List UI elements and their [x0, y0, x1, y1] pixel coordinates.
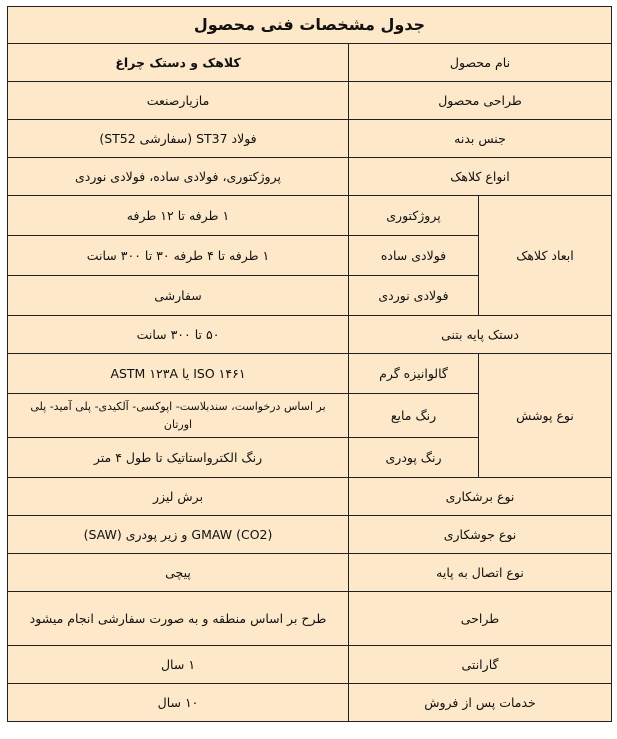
row-value: ۱۰ سال: [8, 684, 349, 722]
row-value: کلاهک و دستک چراغ: [8, 44, 349, 82]
row-label: انواع کلاهک: [349, 158, 612, 196]
table-row: [8, 44, 612, 82]
row-value: برش لیزر: [8, 478, 349, 516]
row-value: سفارشی: [8, 276, 349, 316]
sub-label: فولادی نوردی: [349, 276, 479, 316]
row-label: جنس بدنه: [349, 120, 612, 158]
row-value: ۵۰ تا ۳۰۰ سانت: [8, 316, 349, 354]
table-row: [8, 196, 612, 236]
table-row: [8, 354, 612, 394]
product-spec-table: [7, 6, 612, 722]
table-row: [8, 592, 612, 646]
row-value: طرح بر اساس منطقه و به صورت سفارشی انجام میشود: [8, 592, 349, 646]
sub-label: پروژکتوری: [349, 196, 479, 236]
group-label: ابعاد کلاهک: [479, 196, 612, 316]
row-value: ۱ طرفه تا ۱۲ طرفه: [8, 196, 349, 236]
group-label: نوع پوشش: [479, 354, 612, 478]
row-label: طراحی محصول: [349, 82, 612, 120]
row-value: بر اساس درخواست، سندبلاست- اپوکسی- آلکیدی- پلی آمید- پلی اورتان: [8, 394, 349, 438]
sub-label: رنگ پودری: [349, 438, 479, 478]
table-row: [8, 684, 612, 722]
table-row: [8, 316, 612, 354]
row-value: ۱ طرفه تا ۴ طرفه ۳۰ تا ۳۰۰ سانت: [8, 236, 349, 276]
table-row: [8, 516, 612, 554]
row-label: نوع برشکاری: [349, 478, 612, 516]
sub-label: فولادی ساده: [349, 236, 479, 276]
table-row: [8, 646, 612, 684]
table-row: [8, 82, 612, 120]
row-label: طراحی: [349, 592, 612, 646]
row-value: ISO ۱۴۶۱ یا ASTM ۱۲۳A: [8, 354, 349, 394]
row-value: ۱ سال: [8, 646, 349, 684]
sub-label: رنگ مایع: [349, 394, 479, 438]
row-label: نام محصول: [349, 44, 612, 82]
table-row: [8, 478, 612, 516]
row-label: نوع جوشکاری: [349, 516, 612, 554]
row-value: (CO2) GMAW و زیر پودری (SAW): [8, 516, 349, 554]
row-value: رنگ الکترواستاتیک تا طول ۴ متر: [8, 438, 349, 478]
row-value: مازیارصنعت: [8, 82, 349, 120]
table-title: جدول مشخصات فنی محصول: [8, 7, 612, 44]
table-row: [8, 120, 612, 158]
table-row: [8, 554, 612, 592]
row-value: پیچی: [8, 554, 349, 592]
row-label: گارانتی: [349, 646, 612, 684]
title-row: [8, 7, 612, 44]
row-label: دستک پایه بتنی: [349, 316, 612, 354]
row-value: پروژکتوری، فولادی ساده، فولادی نوردی: [8, 158, 349, 196]
row-label: نوع اتصال به پایه: [349, 554, 612, 592]
table-row: [8, 158, 612, 196]
row-value: فولاد ST37 (سفارشی ST52): [8, 120, 349, 158]
row-label: خدمات پس از فروش: [349, 684, 612, 722]
sub-label: گالوانیزه گرم: [349, 354, 479, 394]
